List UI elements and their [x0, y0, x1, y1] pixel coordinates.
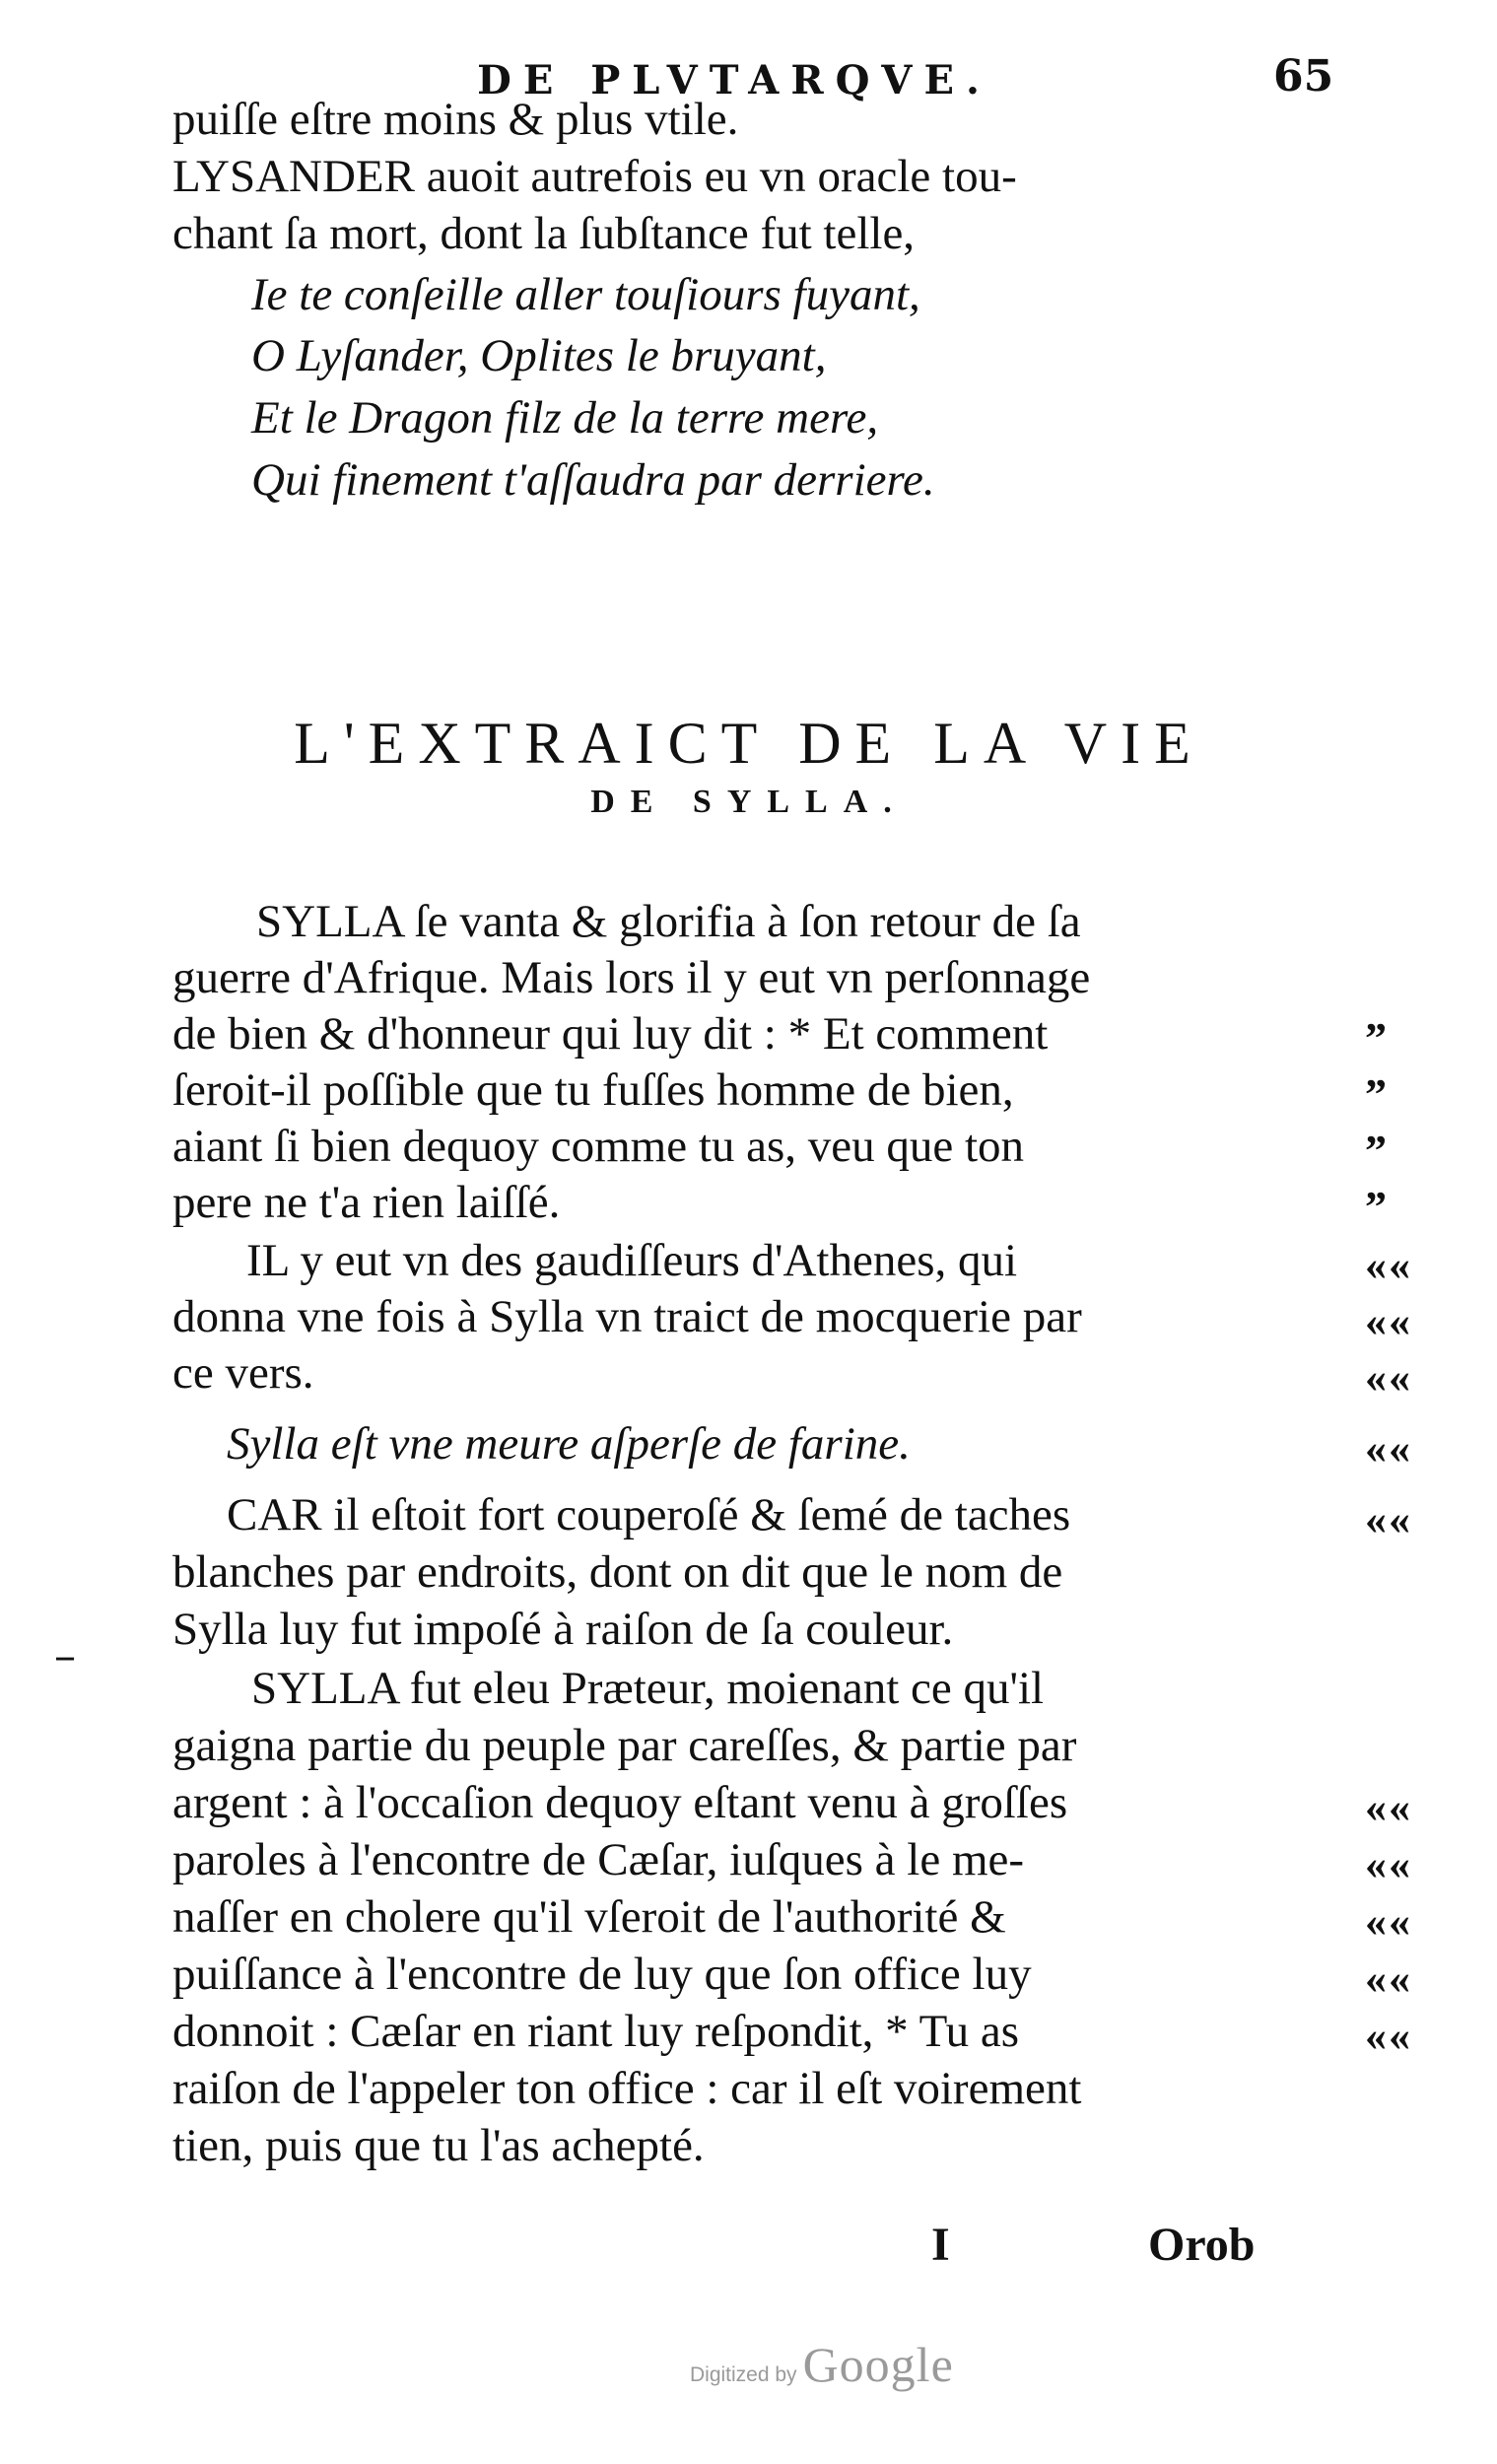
margin-quote-mark: ««	[1365, 1297, 1412, 1345]
verse-line: Sylla eſt vne meure aſperſe de farine.	[227, 1418, 911, 1470]
text-line: LYSANDER auoit autrefois eu vn oracle tou-	[172, 151, 1017, 202]
verse-line: Ie te conſeille aller touſiours fuyant,	[251, 269, 920, 320]
verse-line: O Lyſander, Oplites le bruyant,	[251, 330, 827, 381]
verse-line: Et le Dragon filz de la terre mere,	[251, 392, 879, 444]
text-line: donna vne fois à Sylla vn traict de mocquerie par	[172, 1291, 1082, 1342]
text-line: ce vers.	[172, 1347, 314, 1399]
text-line: puiſſance à l'encontre de luy que ſon office luy	[172, 1949, 1032, 2000]
margin-quote-mark: ««	[1365, 1783, 1412, 1831]
text-line: SYLLA ſe vanta & glorifia à ſon retour de ſa	[256, 896, 1081, 947]
running-title: DE PLVTARQVE.	[477, 57, 991, 103]
text-line: donnoit : Cæſar en riant luy reſpondit, * Tu as	[172, 2006, 1020, 2057]
google-logo-text: Google	[802, 2337, 954, 2392]
text-line: gaigna partie du peuple par careſſes, & partie par	[172, 1720, 1077, 1771]
text-line: CAR il eſtoit fort couperoſé & ſemé de taches	[227, 1489, 1071, 1540]
margin-quote-mark: ««	[1365, 1954, 1412, 2003]
watermark-prefix: Digitized by	[690, 2363, 797, 2386]
margin-quote-mark: ”	[1365, 1127, 1389, 1175]
margin-quote-mark: ”	[1365, 1070, 1389, 1119]
google-watermark	[690, 2336, 1005, 2405]
verse-line: Qui finement t'aſſaudra par derriere.	[251, 454, 935, 506]
text-line: guerre d'Afrique. Mais lors il y eut vn perſonnage	[172, 952, 1091, 1003]
margin-quote-mark: ««	[1365, 1353, 1412, 1402]
margin-quote-mark: ««	[1365, 1495, 1412, 1543]
signature-mark: I	[931, 2219, 950, 2271]
margin-quote-mark: ”	[1365, 1183, 1389, 1231]
text-line: raiſon de l'appeler ton office : car il eſt voirement	[172, 2063, 1082, 2114]
margin-quote-mark: ««	[1365, 1241, 1412, 1289]
section-title: L'EXTRAICT DE LA VIE	[294, 711, 1204, 776]
margin-quote-mark: ««	[1365, 1897, 1412, 1946]
text-line: paroles à l'encontre de Cæſar, iuſques à le me-	[172, 1834, 1025, 1885]
section-subtitle: DE SYLLA.	[590, 784, 908, 820]
text-line: puiſſe eſtre moins & plus vtile.	[172, 94, 739, 145]
text-line: Sylla luy fut impoſé à raiſon de ſa couleur.	[172, 1604, 954, 1655]
text-line: de bien & d'honneur qui luy dit : * Et comment	[172, 1008, 1049, 1060]
text-line: tien, puis que tu l'as achepté.	[172, 2120, 705, 2171]
margin-quote-mark: ”	[1365, 1014, 1389, 1062]
text-line: aiant ſi bien dequoy comme tu as, veu que ton	[172, 1121, 1025, 1172]
margin-quote-mark: ««	[1365, 2012, 1412, 2060]
margin-quote-mark: ««	[1365, 1840, 1412, 1888]
catchword: Orob	[1148, 2219, 1256, 2271]
text-line: ſeroit-il poſſible que tu fuſſes homme de bien,	[172, 1064, 1014, 1116]
margin-quote-mark: ««	[1365, 1424, 1412, 1472]
text-line: naſſer en cholere qu'il vſeroit de l'authorité &	[172, 1891, 1006, 1943]
text-line: IL y eut vn des gaudiſſeurs d'Athenes, qui	[246, 1235, 1018, 1286]
text-line: argent : à l'occaſion dequoy eſtant venu à groſſes	[172, 1777, 1068, 1828]
text-line: chant ſa mort, dont la ſubſtance fut telle,	[172, 208, 916, 259]
text-line: SYLLA fut eleu Præteur, moienant ce qu'il	[251, 1663, 1045, 1714]
page-number: 65	[1273, 51, 1334, 102]
text-line: blanches par endroits, dont on dit que le nom de	[172, 1546, 1063, 1598]
text-line: pere ne t'a rien laiſſé.	[172, 1177, 561, 1228]
margin-dash: –	[54, 1631, 76, 1681]
